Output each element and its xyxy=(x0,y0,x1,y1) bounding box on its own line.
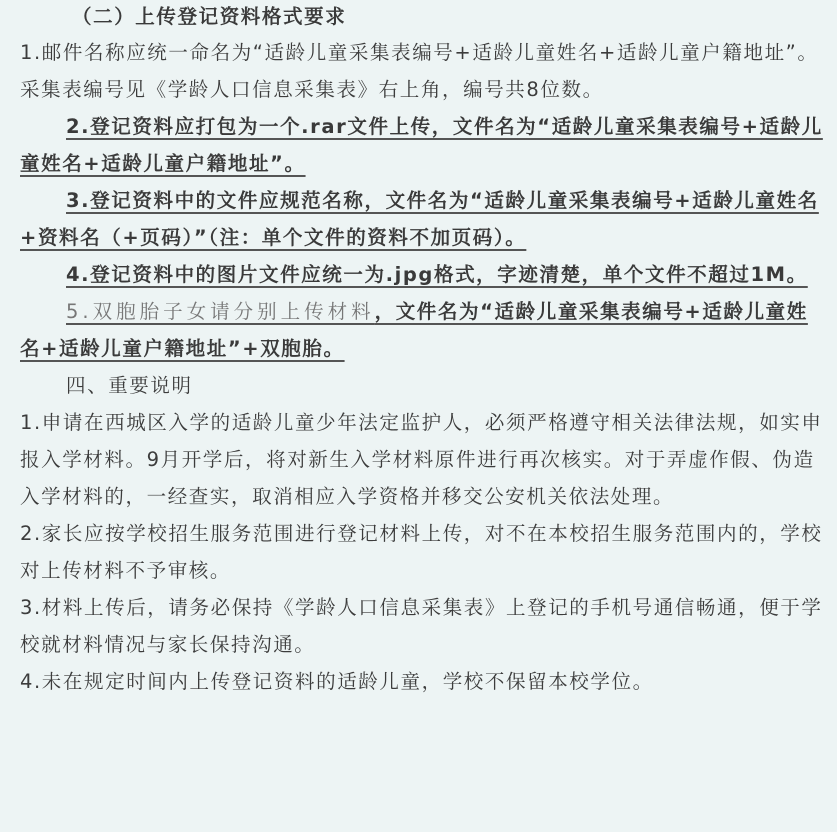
note-item-4 xyxy=(20,663,823,700)
format-item-3-text: 3.登记资料中的文件应规范名称，文件名为“适龄儿童采集表编号+适龄儿童姓名+资料名（+页码）”（注：单个文件的资料不加页码）。 xyxy=(20,189,819,249)
section-heading-text: （二）上传登记资料格式要求 xyxy=(72,5,347,28)
format-item-5-prefix: 5.双胞胎子女请分别上传材料 xyxy=(66,300,375,323)
section-heading-important-notes xyxy=(20,367,823,404)
note-item-4-text: 4.未在规定时间内上传登记资料的适龄儿童，学校不保留本校学位。 xyxy=(20,670,654,693)
format-item-1 xyxy=(20,34,823,108)
format-item-3 xyxy=(20,182,823,256)
format-item-2 xyxy=(20,108,823,182)
note-item-2-text: 2.家长应按学校招生服务范围进行登记材料上传，对不在本校招生服务范围内的，学校对上传材料不予审核。 xyxy=(20,522,823,582)
format-item-2-text: 2.登记资料应打包为一个.rar文件上传，文件名为“适龄儿童采集表编号+适龄儿童姓名+适龄儿童户籍地址”。 xyxy=(20,115,823,175)
section-heading-upload-format xyxy=(20,0,823,34)
note-item-1 xyxy=(20,404,823,515)
format-item-5-rest: ，文件名为“适龄儿童采集表编号+适龄儿童姓名+适龄儿童户籍地址”+双胞胎。 xyxy=(20,300,808,360)
format-item-1-text: 1.邮件名称应统一命名为“适龄儿童采集表编号+适龄儿童姓名+适龄儿童户籍地址”。采集表编号见《学龄人口信息采集表》右上角，编号共8位数。 xyxy=(20,41,819,101)
note-item-3 xyxy=(20,589,823,663)
format-item-4 xyxy=(20,256,823,293)
section-heading-text: 四、重要说明 xyxy=(66,374,193,397)
note-item-3-text: 3.材料上传后，请务必保持《学龄人口信息采集表》上登记的手机号通信畅通，便于学校就材料情况与家长保持沟通。 xyxy=(20,596,823,656)
format-item-4-text: 4.登记资料中的图片文件应统一为.jpg格式，字迹清楚，单个文件不超过1M。 xyxy=(66,263,808,286)
note-item-2 xyxy=(20,515,823,589)
format-item-5 xyxy=(20,293,823,367)
note-item-1-text: 1.申请在西城区入学的适龄儿童少年法定监护人，必须严格遵守相关法律法规，如实申报入学材料。9月开学后，将对新生入学材料原件进行再次核实。对于弄虚作假、伪造入学材料的，一经查实，取消相应入学资格并移交公安机关依法处理。 xyxy=(20,411,823,508)
